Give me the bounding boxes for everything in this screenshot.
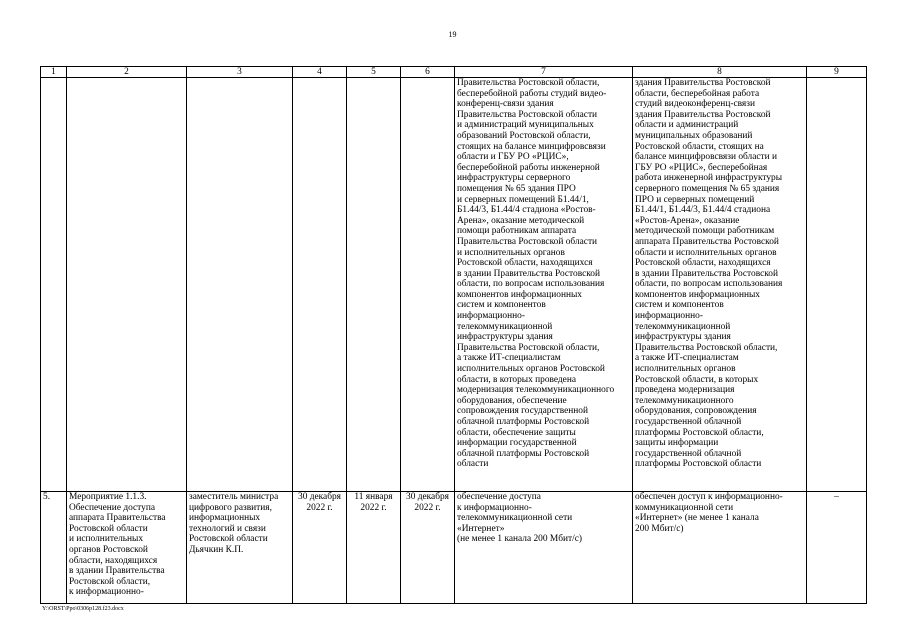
page-number: 19 [448, 30, 457, 39]
cell-actual-result: обеспечен доступ к информационно- коммуникационной сети «Интернет» (не менее 1 канала 200 Мбит/с) [633, 492, 807, 604]
cell-empty [293, 78, 347, 492]
cell-empty [807, 78, 867, 492]
cell-event: Мероприятие 1.1.3. Обеспечение доступа аппарата Правительства Ростовской области и исполнительных органов Ростовской области, находящихся в здании Правительства Ростовской области, к информационно- [67, 492, 187, 604]
header-col-7: 7 [455, 67, 633, 78]
header-col-2: 2 [67, 67, 187, 78]
header-col-8: 8 [633, 67, 807, 78]
header-row [41, 67, 867, 78]
cell-empty [67, 78, 187, 492]
cell-empty [347, 78, 401, 492]
report-table [40, 66, 867, 604]
cell-empty [401, 78, 455, 492]
cell-note: – [807, 492, 867, 604]
cell-actual-result-continued: здания Правительства Ростовской области, бесперебойная работа студий видеоконференц-связи здания Правительства Ростовской области и администраций муниципальных образований Ростовской области, стоящих на балансе минцифровсвязи области и ГБУ РО «РЦИС», бесперебойная работа инженерной инфраструктуры серверного помещения № 65 здания ПРО и серверных помещений Б1.44/1, Б1.44/3, Б1.44/4 стадиона «Ростов-Арена», оказание методической помощи работникам аппарата Правительства Ростовской области и исполнительных органов Ростовской области, находящихся в здании Правительства Ростовской области, по вопросам использования компонентов информационных систем и компонентов информационно- телекоммуникационной инфраструктуры здания Правительства Ростовской области, а также ИТ-специалистам исполнительных органов Ростовской области, в которых проведена модернизация телекоммуникационного оборудования, сопровождения государственной облачной платформы Ростовской области, защиты информации государственной облачной платформы Ростовской области [633, 78, 807, 492]
header-col-1: 1 [41, 67, 67, 78]
cell-start-date: 30 декабря 2022 г. [293, 492, 347, 604]
cell-expected-result-continued: Правительства Ростовской области, бесперебойной работы студий видео- конференц-связи здания Правительства Ростовской области и администраций муниципальных образований Ростовской области, стоящих на балансе минцифровсвязи области и ГБУ РО «РЦИС», бесперебойной работы инженерной инфраструктуры серверного помещения № 65 здания ПРО и серверных помещений Б1.44/1, Б1.44/3, Б1.44/4 стадиона «Ростов- Арена», оказание методической помощи работникам аппарата Правительства Ростовской области и исполнительных органов Ростовской области, находящихся в здании Правительства Ростовской области, по вопросам использования компонентов информационных систем и компонентов информационно- телекоммуникационной инфраструктуры здания Правительства Ростовской области, а также ИТ-специалистам исполнительных органов Ростовской области, в которых проведена модернизация телекоммуникационного оборудования, обеспечение сопровождения государственной облачной платформы Ростовской области, обеспечение защиты информации государственной облачной платформы Ростовской области [455, 78, 633, 492]
continuation-row [41, 78, 867, 492]
cell-deadline: 30 декабря 2022 г. [401, 492, 455, 604]
header-col-5: 5 [347, 67, 401, 78]
header-col-3: 3 [187, 67, 293, 78]
cell-empty [187, 78, 293, 492]
cell-responsible: заместитель министра цифрового развития, информационных технологий и связи Ростовской области Дьячкин К.П. [187, 492, 293, 604]
row-number: 5. [41, 492, 67, 604]
header-col-9: 9 [807, 67, 867, 78]
cell-empty [41, 78, 67, 492]
header-col-4: 4 [293, 67, 347, 78]
footer-file-path: Y:\ORST\Ppo\0306p128.f23.docx [42, 606, 124, 612]
header-col-6: 6 [401, 67, 455, 78]
cell-expected-result: обеспечение доступа к информационно- телекоммуникационной сети «Интернет» (не менее 1 канала 200 Мбит/с) [455, 492, 633, 604]
table-row-5 [41, 492, 867, 604]
cell-end-date: 11 января 2022 г. [347, 492, 401, 604]
